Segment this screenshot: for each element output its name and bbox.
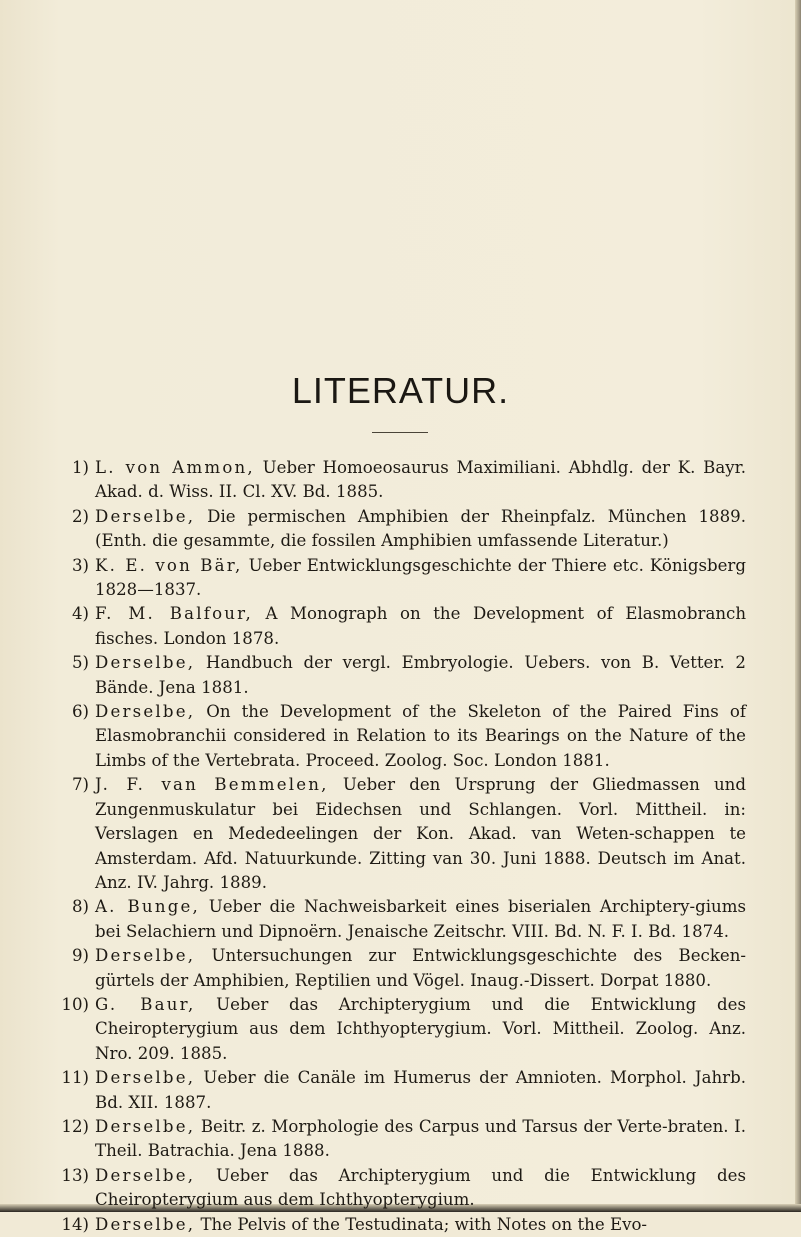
page-edge-right <box>795 0 801 1212</box>
reference-author: K. E. von Bär, <box>95 555 243 575</box>
reference-number: 9) <box>71 946 89 966</box>
reference-author: F. M. Balfour, <box>95 604 253 624</box>
reference-number: 6) <box>71 702 89 722</box>
reference-number: 2) <box>71 506 89 526</box>
reference-number: 3) <box>71 555 89 575</box>
reference-number: 7) <box>71 775 89 795</box>
reference-number: 10) <box>61 994 89 1014</box>
reference-number: 11) <box>61 1068 89 1088</box>
reference-text: On the Development of the Skeleton of the Paired Fins of Elasmobranchii considered in Relation to its Bearings on the Nature of the Limbs of the Vertebrata. Proceed. Zoolog. Soc. London 1881. <box>95 702 746 770</box>
reference-author: Derselbe, <box>95 1214 196 1234</box>
reference-item <box>54 602 746 651</box>
reference-number: 14) <box>61 1214 89 1234</box>
reference-author: A. Bunge, <box>95 897 201 917</box>
reference-text: Ueber Homoeosaurus Maximiliani. Abhdlg. der K. Bayr. Akad. d. Wiss. II. Cl. XV. Bd. 1885. <box>95 458 746 502</box>
reference-item <box>54 456 746 505</box>
reference-text: Ueber den Ursprung der Gliedmassen und Zungenmuskulatur bei Eidechsen und Schlangen. Vorl. Mittheil. in: Verslagen en Mededeelingen der Kon. Akad. van Weten-schappen te Amsterdam. Afd. Natuurkunde. Zitting van 30. Juni 1888. Deutsch im Anat. Anz. IV. Jahrg. 1889. <box>95 775 746 892</box>
reference-text: A Monograph on the Development of Elasmobranch fisches. London 1878. <box>95 604 747 648</box>
reference-author: Derselbe, <box>95 1165 196 1185</box>
reference-item <box>54 1164 746 1213</box>
reference-item <box>54 993 746 1066</box>
reference-author: Derselbe, <box>95 506 196 526</box>
reference-number: 13) <box>61 1165 89 1185</box>
reference-text: The Pelvis of the Testudinata; with Notes on the Evo- <box>195 1214 648 1234</box>
reference-author: L. von Ammon, <box>95 458 255 477</box>
reference-text: Ueber die Nachweisbarkeit eines biserialen Archiptery-giums bei Selachiern und Dipnoërn. Jenaische Zeitschr. VIII. Bd. N. F. I. Bd. 1874. <box>95 897 746 941</box>
reference-item <box>54 1115 746 1164</box>
reference-author: G. Baur, <box>95 994 196 1014</box>
reference-number: 4) <box>71 604 89 624</box>
page-title: LITERATUR. <box>291 370 510 411</box>
reference-item <box>54 895 746 944</box>
reference-text: Handbuch der vergl. Embryologie. Uebers. von B. Vetter. 2 Bände. Jena 1881. <box>95 653 746 697</box>
reference-author: Derselbe, <box>95 1116 196 1136</box>
reference-text: Die permischen Amphibien der Rheinpfalz. München 1889. (Enth. die gesammte, die fossilen Amphibien umfassende Literatur.) <box>95 506 746 551</box>
reference-number: 12) <box>61 1116 89 1136</box>
reference-author: Derselbe, <box>95 702 196 722</box>
reference-list <box>54 456 746 1237</box>
reference-text: Untersuchungen zur Entwicklungsgeschichte des Becken-gürtels der Amphibien, Reptilien und Vögel. Inaug.-Dissert. Dorpat 1880. <box>95 946 746 990</box>
reference-item <box>54 651 746 700</box>
reference-author: Derselbe, <box>95 1068 196 1088</box>
reference-author: Derselbe, <box>95 653 196 673</box>
reference-item <box>54 554 746 603</box>
reference-text: Ueber das Archipterygium und die Entwicklung des Cheiropterygium aus dem Ichthyopterygium. Vorl. Mittheil. Zoolog. Anz. Nro. 209. 1885. <box>95 994 746 1063</box>
reference-number: 8) <box>71 897 89 917</box>
reference-item <box>54 773 746 895</box>
reference-item <box>54 1213 746 1237</box>
reference-number: 1) <box>71 458 89 477</box>
reference-author: J. F. van Bemmelen, <box>95 775 329 795</box>
reference-item <box>54 944 746 993</box>
title-rule <box>372 432 428 433</box>
reference-number: 5) <box>71 653 89 673</box>
reference-text: Ueber das Archipterygium und die Entwicklung des Cheiropterygium aus dem Ichthyopterygium. <box>95 1165 746 1210</box>
reference-item <box>54 1066 746 1115</box>
reference-text: Ueber Entwicklungsgeschichte der Thiere etc. Königsberg 1828—1837. <box>95 555 746 600</box>
reference-item <box>54 505 746 554</box>
reference-author: Derselbe, <box>95 946 196 966</box>
reference-item <box>54 700 746 773</box>
reference-text: Beitr. z. Morphologie des Carpus und Tarsus der Verte-braten. I. Theil. Batrachia. Jena 1888. <box>95 1116 746 1161</box>
reference-text: Ueber die Canäle im Humerus der Amnioten. Morphol. Jahrb. Bd. XII. 1887. <box>95 1068 746 1112</box>
